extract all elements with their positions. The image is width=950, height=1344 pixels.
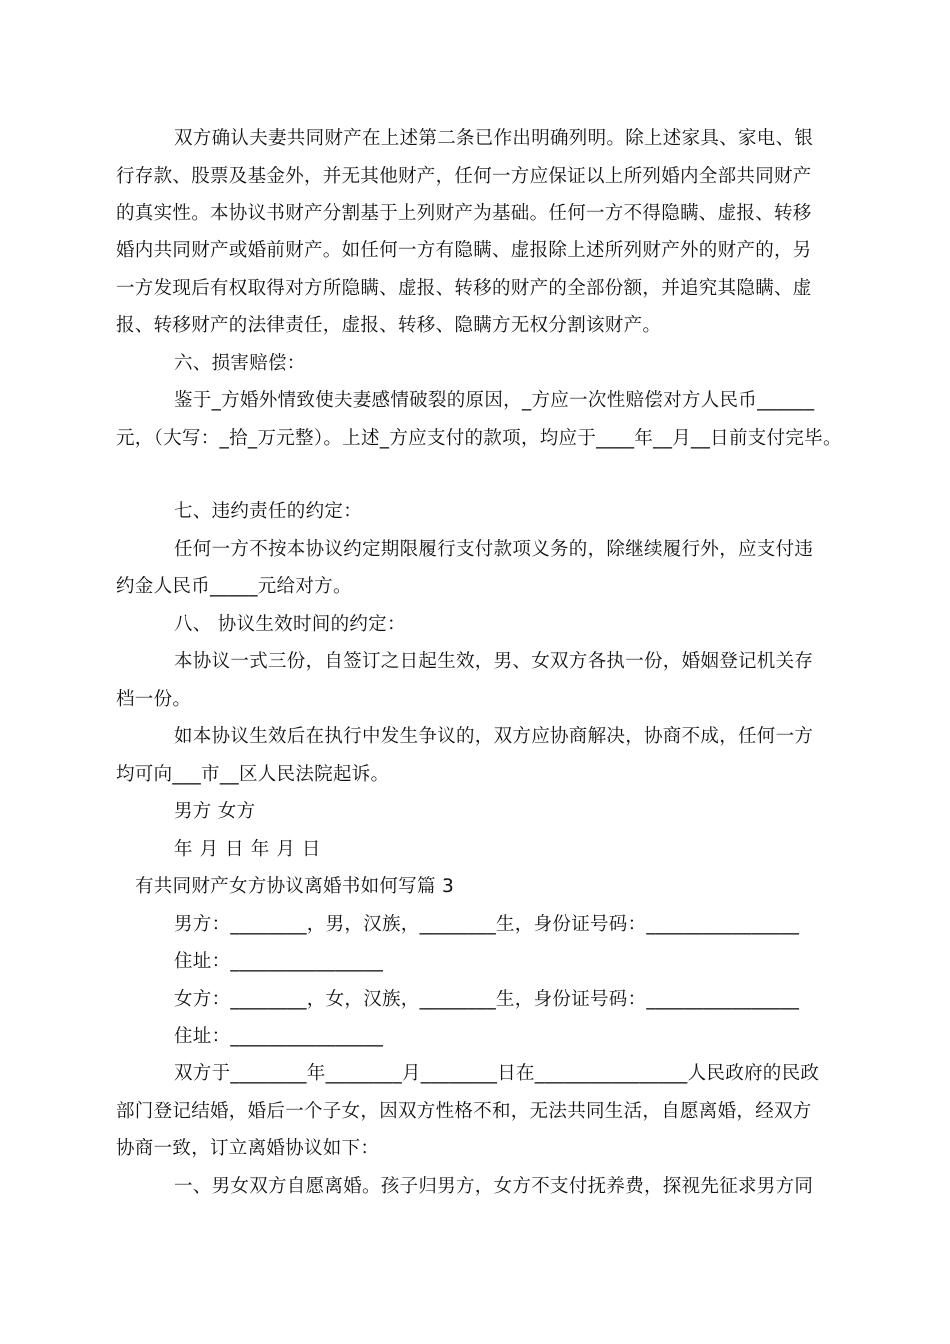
male-party-address: 住址：________________ bbox=[174, 951, 384, 972]
article-title-part-3: 有共同财产女方协议离婚书如何写篇 3 bbox=[135, 876, 455, 897]
paragraph-property-confirmation-line-5: 一方发现后有权取得对方所隐瞒、虚报、转移的财产的全部份额，并追究其隐瞒、虚 bbox=[116, 278, 812, 299]
paragraph-breach-line-1: 任何一方不按本协议约定期限履行支付款项义务的，除继续履行外，应支付违 bbox=[174, 539, 814, 560]
paragraph-marriage-line-3: 协商一致，订立离婚协议如下： bbox=[116, 1138, 380, 1159]
paragraph-dispute-line-1: 如本协议生效后在执行中发生争议的，双方应协商解决，协商不成，任何一方 bbox=[174, 726, 814, 747]
female-party-info: 女方：________，女，汉族，________生，身份证号码：________________ bbox=[174, 989, 800, 1010]
section-heading-effective-time: 八、 协议生效时间的约定： bbox=[174, 614, 406, 635]
section-heading-damages: 六、损害赔偿： bbox=[174, 353, 306, 374]
paragraph-effective-line-2: 档一份。 bbox=[116, 689, 192, 710]
section-heading-breach: 七、违约责任的约定： bbox=[174, 501, 363, 522]
paragraph-damages-line-1: 鉴于_方婚外情致使夫妻感情破裂的原因，_方应一次性赔偿对方人民币______ bbox=[174, 390, 815, 411]
paragraph-effective-line-1: 本协议一式三份，自签订之日起生效，男、女双方各执一份，婚姻登记机关存 bbox=[174, 651, 814, 672]
paragraph-marriage-line-1: 双方于________年________月________日在________________人民政府的民政 bbox=[174, 1063, 820, 1084]
paragraph-damages-line-2: 元，（大写：_拾_万元整）。上述_方应支付的款项，均应于____年__月__日前支付完毕。 bbox=[116, 428, 842, 449]
signature-dates: 年 月 日 年 月 日 bbox=[174, 839, 322, 860]
paragraph-marriage-line-2: 部门登记结婚，婚后一个子女，因双方性格不和，无法共同生活，自愿离婚，经双方 bbox=[116, 1101, 812, 1122]
signature-parties: 男方 女方 bbox=[174, 801, 256, 822]
paragraph-property-confirmation-line-6: 报、转移财产的法律责任，虚报、转移、隐瞒方无权分割该财产。 bbox=[116, 315, 662, 336]
clause-one-divorce: 一、男女双方自愿离婚。孩子归男方，女方不支付抚养费，探视先征求男方同 bbox=[174, 1176, 814, 1197]
paragraph-dispute-line-2: 均可向___市__区人民法院起诉。 bbox=[116, 764, 390, 785]
paragraph-breach-line-2: 约金人民币_____元给对方。 bbox=[116, 576, 352, 597]
male-party-info: 男方：________，男，汉族，________生，身份证号码：________________ bbox=[174, 914, 800, 935]
female-party-address: 住址：________________ bbox=[174, 1026, 384, 1047]
paragraph-property-confirmation-line-4: 婚内共同财产或婚前财产。如任何一方有隐瞒、虚报除上述所列财产外的财产的，另 bbox=[116, 240, 812, 261]
paragraph-property-confirmation-line-3: 的真实性。本协议书财产分割基于上列财产为基础。任何一方不得隐瞒、虚报、转移 bbox=[116, 203, 812, 224]
paragraph-property-confirmation-line-1: 双方确认夫妻共同财产在上述第二条已作出明确列明。除上述家具、家电、银 bbox=[174, 128, 814, 149]
paragraph-property-confirmation-line-2: 行存款、股票及基金外，并无其他财产，任何一方应保证以上所列婚内全部共同财产 bbox=[116, 166, 812, 187]
